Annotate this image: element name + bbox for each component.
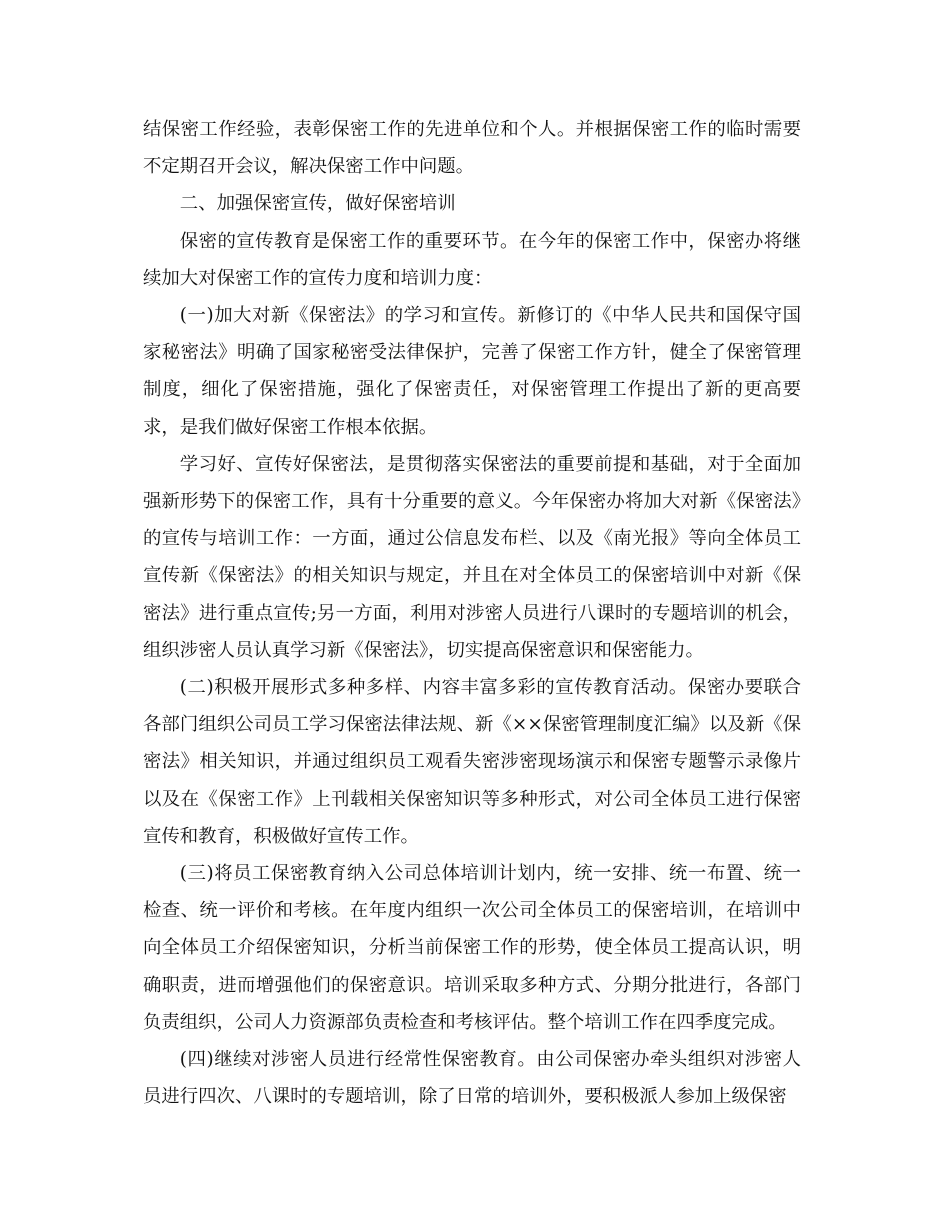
document-body [143, 111, 801, 1115]
section-heading-2: 二、加强保密宣传，做好保密培训 [179, 193, 456, 215]
paragraph-item-3: (三)将员工保密教育纳入公司总体培训计划内，统一安排、统一布置、统一检查、统一评价和考核。在年度内组织一次公司全体员工的保密培训，在培训中向全体员工介绍保密知识，分析当前保密工作的形势，使全体员工提高认识，明确职责，进而增强他们的保密意识。培训采取多种方式、分期分批进行，各部门负责组织，公司人力资源部负责检查和考核评估。整个培训工作在四季度完成。 [143, 863, 801, 1033]
paragraph-item-4: (四)继续对涉密人员进行经常性保密教育。由公司保密办牵头组织对涉密人员进行四次、八课时的专题培训，除了日常的培训外，要积极派人参加上级保密 [143, 1049, 801, 1108]
paragraph-law-study: 学习好、宣传好保密法，是贯彻落实保密法的重要前提和基础，对于全面加强新形势下的保密工作，具有十分重要的意义。今年保密办将加大对新《保密法》的宣传与培训工作：一方面，通过公信息发布栏、以及《南光报》等向全体员工宣传新《保密法》的相关知识与规定，并且在对全体员工的保密培训中对新《保密法》进行重点宣传;另一方面，利用对涉密人员进行八课时的专题培训的机会，组织涉密人员认真学习新《保密法》，切实提高保密意识和保密能力。 [143, 453, 801, 661]
paragraph-item-2: (二)积极开展形式多种多样、内容丰富多彩的宣传教育活动。保密办要联合各部门组织公司员工学习保密法律法规、新《××保密管理制度汇编》以及新《保密法》相关知识，并通过组织员工观看失密涉密现场演示和保密专题警示录像片以及在《保密工作》上刊载相关保密知识等多种形式，对公司全体员工进行保密宣传和教育，积极做好宣传工作。 [143, 677, 801, 847]
paragraph-continuation: 结保密工作经验，表彰保密工作的先进单位和个人。并根据保密工作的临时需要不定期召开会议，解决保密工作中问题。 [143, 119, 801, 178]
paragraph-item-1: (一)加大对新《保密法》的学习和宣传。新修订的《中华人民共和国保守国家秘密法》明确了国家秘密受法律保护，完善了保密工作方针，健全了保密管理制度，细化了保密措施，强化了保密责任，对保密管理工作提出了新的更高要求，是我们做好保密工作根本依据。 [143, 305, 801, 438]
paragraph-intro: 保密的宣传教育是保密工作的重要环节。在今年的保密工作中，保密办将继续加大对保密工作的宣传力度和培训力度： [143, 230, 801, 289]
